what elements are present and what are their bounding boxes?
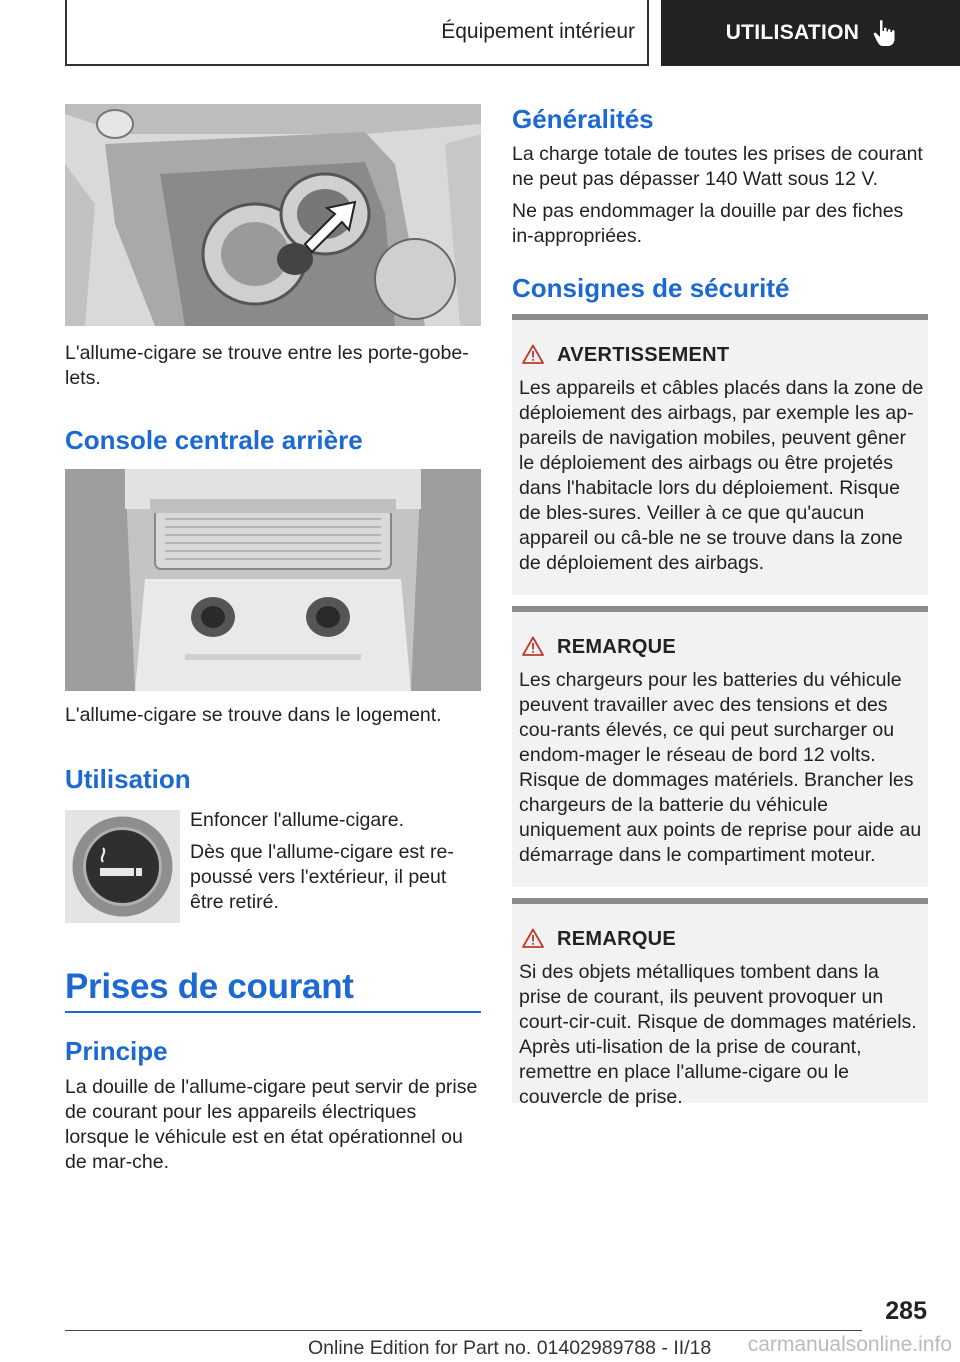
note-title: REMARQUE: [557, 928, 677, 950]
heading-usage: Utilisation: [65, 764, 191, 794]
note-text: Les chargeurs pour les batteries du véhicule peuvent travailler avec des tensions et des cou-rants élevés, ce qui peut surcharger ou endom-mager le réseau de bord 12 volts. Risque de dommages matériels. Brancher les chargeurs de la batterie du véhicule uniquement aux points de reprise pour aide au démarrage dans le compartiment moteur.: [519, 669, 922, 866]
page-number: 285: [885, 1297, 927, 1325]
principle-text: La douille de l'allume-cigare peut servir de prise de courant pour les appareils électriques lorsque le véhicule est en état opérationnel ou de mar-che.: [65, 1076, 478, 1173]
cupholder-photo: [65, 104, 481, 326]
footer-watermark: carmanualsonline.info: [747, 1333, 952, 1356]
lighter-icon-photo: [65, 810, 180, 923]
warning-text: Les appareils et câbles placés dans la zone de déploiement des airbags, par exemple les ap-pareils de navigation mobiles, peuvent gêner le déploiement des airbags ou être projetés dans l'habitacle lors du déploiement. Risque de bles-sures. Veiller à ce que qu'aucun appareil ou câ-ble ne se trouve dans la zone de déploiement des airbags.: [519, 377, 924, 574]
caption-rear-console: L'allume-cigare se trouve dans le logement.: [65, 704, 442, 726]
warning-triangle-icon: [522, 636, 544, 656]
warning-box: [512, 314, 928, 595]
warning-title: AVERTISSEMENT: [557, 344, 730, 366]
warning-triangle-icon: [522, 344, 544, 364]
usage-step-2: Dès que l'allume-cigare est re-poussé vers l'extérieur, il peut être retiré.: [190, 841, 454, 913]
footer-divider: [65, 1330, 862, 1331]
heading-sockets: Prises de courant: [65, 967, 354, 1006]
chapter-tab[interactable]: [661, 0, 960, 66]
caption-cupholder: L'allume-cigare se trouve entre les porte-gobe-lets.: [65, 342, 469, 389]
general-text-1: La charge totale de toutes les prises de courant ne peut pas dépasser 140 Watt sous 12 V.: [512, 143, 923, 190]
heading-general: Généralités: [512, 104, 654, 134]
heading-rear-console: Console centrale arrière: [65, 425, 363, 455]
footer-edition: Online Edition for Part no. 01402989788 - II/18: [308, 1337, 712, 1359]
heading-principle: Principe: [65, 1036, 168, 1066]
general-text-2: Ne pas endommager la douille par des fiches in-appropriées.: [512, 200, 904, 247]
note-box-chargers: [512, 606, 928, 887]
chapter-title: UTILISATION: [725, 21, 860, 44]
pointing-hand-icon: [873, 19, 895, 47]
note-title: REMARQUE: [557, 636, 677, 658]
note-text: Si des objets métalliques tombent dans la prise de courant, ils peuvent provoquer un court-cir-cuit. Risque de dommages matériels. Après uti-lisation de la prise de courant, remettre en place l'allume-cigare ou le couvercle de prise.: [519, 961, 917, 1108]
warning-triangle-icon: [522, 928, 544, 948]
section-header: [65, 0, 649, 66]
heading-safety: Consignes de sécurité: [512, 273, 790, 303]
section-title: Équipement intérieur: [441, 20, 635, 43]
usage-step-1: Enfoncer l'allume-cigare.: [190, 809, 404, 831]
note-box-metal-objects: [512, 898, 928, 1108]
rear-console-photo: [65, 469, 481, 691]
section-divider: [65, 1011, 481, 1013]
